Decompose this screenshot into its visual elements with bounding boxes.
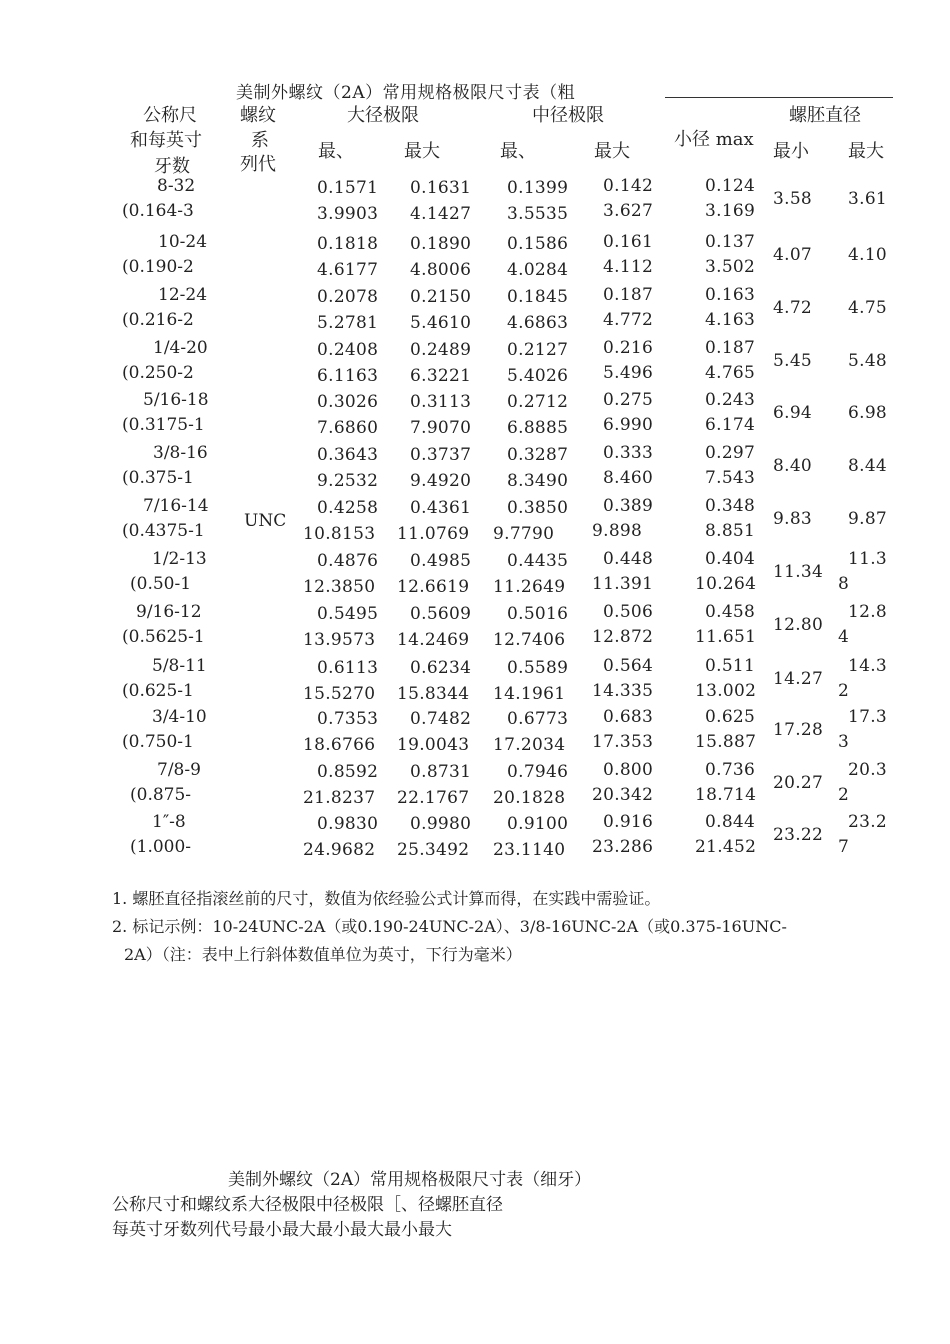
pitch-min-inch: 0.3287 — [507, 445, 569, 465]
minor-inch: 0.736 — [705, 760, 756, 780]
major-max-inch: 0.7482 — [410, 709, 472, 729]
header-pitch: 中径极限 — [532, 105, 604, 126]
blank-max: 3.61 — [848, 189, 888, 209]
pitch-min-inch: 0.5016 — [507, 604, 569, 624]
pitch-max-mm: 12.872 — [592, 627, 654, 647]
series-code: UNC — [244, 511, 287, 531]
pitch-max-mm: 6.990 — [603, 415, 654, 435]
pitch-min-mm: 8.3490 — [507, 471, 569, 491]
major-min-inch: 0.1571 — [317, 178, 379, 198]
pitch-min-mm: 4.0284 — [507, 260, 569, 280]
pitch-max-mm: 20.342 — [592, 785, 654, 805]
pitch-max-inch: 0.916 — [603, 812, 654, 832]
major-max-mm: 4.8006 — [410, 260, 472, 280]
pitch-max-inch: 0.506 — [603, 602, 654, 622]
major-min-inch: 0.6113 — [317, 658, 379, 678]
pitch-max-inch: 0.216 — [603, 338, 654, 358]
minor-mm: 11.651 — [695, 627, 757, 647]
major-min-inch: 0.7353 — [317, 709, 379, 729]
size-inch: (0.216-2 — [122, 310, 194, 330]
pitch-max-inch: 0.275 — [603, 390, 654, 410]
pitch-max-mm: 9.898 — [592, 521, 643, 541]
major-max-mm: 14.2469 — [397, 630, 470, 650]
minor-inch: 0.348 — [705, 496, 756, 516]
pitch-max-inch: 0.564 — [603, 656, 654, 676]
blank-max-part2: 3 — [838, 732, 850, 752]
blank-max-part2: 7 — [838, 837, 850, 857]
blank-max-part1: 23.2 — [848, 812, 888, 832]
pitch-min-mm: 6.8885 — [507, 418, 569, 438]
major-min-mm: 13.9573 — [303, 630, 376, 650]
blank-max: 6.98 — [848, 403, 888, 423]
pitch-min-mm: 3.5535 — [507, 204, 569, 224]
minor-mm: 15.887 — [695, 732, 757, 752]
major-max-inch: 0.1631 — [410, 178, 472, 198]
pitch-min-inch: 0.1586 — [507, 234, 569, 254]
major-min-inch: 0.9830 — [317, 814, 379, 834]
pitch-max-inch: 0.142 — [603, 176, 654, 196]
size-label: 8-32 — [157, 176, 196, 196]
major-min-inch: 0.2408 — [317, 340, 379, 360]
minor-inch: 0.458 — [705, 602, 756, 622]
major-min-inch: 0.2078 — [317, 287, 379, 307]
size-label: 1″-8 — [152, 812, 186, 832]
size-inch: (0.4375-1 — [122, 521, 205, 541]
blank-max-part2: 8 — [838, 574, 850, 594]
pitch-max-inch: 0.333 — [603, 443, 654, 463]
major-min-inch: 0.4876 — [317, 551, 379, 571]
major-max-mm: 7.9070 — [410, 418, 472, 438]
major-min-mm: 9.2532 — [317, 471, 379, 491]
pitch-max-mm: 4.772 — [603, 310, 654, 330]
blank-min: 17.28 — [773, 720, 824, 740]
blank-max-part2: 2 — [838, 785, 850, 805]
major-max-mm: 19.0043 — [397, 735, 470, 755]
pitch-min-inch: 0.2127 — [507, 340, 569, 360]
pitch-min-mm: 9.7790 — [493, 524, 555, 544]
major-max-inch: 0.4985 — [410, 551, 472, 571]
pitch-max-inch: 0.161 — [603, 232, 654, 252]
pitch-max-mm: 14.335 — [592, 681, 654, 701]
header-pitch-max: 最大 — [594, 141, 630, 162]
minor-inch: 0.137 — [705, 232, 756, 252]
blank-max-part1: 12.8 — [848, 602, 888, 622]
pitch-max-inch: 0.187 — [603, 285, 654, 305]
blank-max-part1: 17.3 — [848, 707, 888, 727]
major-min-inch: 0.4258 — [317, 498, 379, 518]
fine-table-header-2: 每英寸牙数列代号最小最大最小最大最小最大 — [112, 1220, 452, 1240]
major-min-mm: 4.6177 — [317, 260, 379, 280]
blank-min: 23.22 — [773, 825, 824, 845]
minor-mm: 21.452 — [695, 837, 757, 857]
pitch-min-mm: 11.2649 — [493, 577, 566, 597]
major-min-mm: 24.9682 — [303, 840, 376, 860]
pitch-max-mm: 8.460 — [603, 468, 654, 488]
major-max-inch: 0.4361 — [410, 498, 472, 518]
major-min-inch: 0.3026 — [317, 392, 379, 412]
size-inch: (0.875- — [130, 785, 192, 805]
header-series-1: 螺纹 — [240, 105, 276, 126]
major-min-mm: 18.6766 — [303, 735, 376, 755]
blank-min: 14.27 — [773, 669, 824, 689]
blank-max: 9.87 — [848, 509, 888, 529]
minor-mm: 4.163 — [705, 310, 756, 330]
major-min-mm: 12.3850 — [303, 577, 376, 597]
major-min-mm: 10.8153 — [303, 524, 376, 544]
blank-max-part1: 11.3 — [848, 549, 888, 569]
minor-inch: 0.163 — [705, 285, 756, 305]
major-max-mm: 6.3221 — [410, 366, 472, 386]
size-label: 1/2-13 — [152, 549, 207, 569]
major-max-mm: 11.0769 — [397, 524, 470, 544]
minor-inch: 0.404 — [705, 549, 756, 569]
pitch-max-inch: 0.448 — [603, 549, 654, 569]
blank-min: 3.58 — [773, 189, 813, 209]
major-max-mm: 12.6619 — [397, 577, 470, 597]
size-inch: (0.5625-1 — [122, 627, 205, 647]
blank-min: 6.94 — [773, 403, 813, 423]
minor-mm: 10.264 — [695, 574, 757, 594]
header-major-min: 最、 — [318, 141, 354, 162]
pitch-max-inch: 0.389 — [603, 496, 654, 516]
major-max-inch: 0.2489 — [410, 340, 472, 360]
header-series-3: 列代 — [240, 154, 276, 175]
pitch-min-inch: 0.1399 — [507, 178, 569, 198]
size-label: 10-24 — [158, 232, 208, 252]
header-nominal-3: 牙数 — [154, 156, 190, 177]
title-rule — [665, 97, 893, 98]
pitch-max-mm: 3.627 — [603, 201, 654, 221]
major-max-inch: 0.5609 — [410, 604, 472, 624]
pitch-min-inch: 0.5589 — [507, 658, 569, 678]
pitch-max-inch: 0.800 — [603, 760, 654, 780]
pitch-min-mm: 20.1828 — [493, 788, 566, 808]
major-min-mm: 5.2781 — [317, 313, 379, 333]
major-max-mm: 4.1427 — [410, 204, 472, 224]
size-inch: (0.50-1 — [130, 574, 192, 594]
size-label: 5/8-11 — [152, 656, 207, 676]
blank-max: 5.48 — [848, 351, 888, 371]
major-min-inch: 0.8592 — [317, 762, 379, 782]
size-inch: (1.000- — [130, 837, 192, 857]
minor-inch: 0.124 — [705, 176, 756, 196]
size-inch: (0.190-2 — [122, 257, 194, 277]
blank-max-part2: 2 — [838, 681, 850, 701]
major-min-inch: 0.1818 — [317, 234, 379, 254]
blank-min: 4.72 — [773, 298, 813, 318]
pitch-max-mm: 11.391 — [592, 574, 654, 594]
note-1: 1. 螺胚直径指滚丝前的尺寸，数值为依经验公式计算而得，在实践中需验证。 — [112, 889, 661, 908]
size-label: 3/4-10 — [152, 707, 207, 727]
blank-max: 4.10 — [848, 245, 888, 265]
pitch-min-mm: 5.4026 — [507, 366, 569, 386]
size-label: 7/16-14 — [143, 496, 209, 516]
pitch-min-inch: 0.3850 — [507, 498, 569, 518]
major-max-inch: 0.8731 — [410, 762, 472, 782]
minor-mm: 3.169 — [705, 201, 756, 221]
major-min-inch: 0.5495 — [317, 604, 379, 624]
pitch-max-mm: 4.112 — [603, 257, 654, 277]
size-inch: (0.3175-1 — [122, 415, 205, 435]
major-min-mm: 7.6860 — [317, 418, 379, 438]
coarse-table-title: 美制外螺纹（2A）常用规格极限尺寸表（粗 — [236, 83, 576, 103]
size-label: 1/4-20 — [153, 338, 208, 358]
minor-mm: 8.851 — [705, 521, 756, 541]
pitch-min-inch: 0.4435 — [507, 551, 569, 571]
pitch-max-mm: 5.496 — [603, 363, 654, 383]
pitch-min-mm: 17.2034 — [493, 735, 566, 755]
blank-max-part1: 20.3 — [848, 760, 888, 780]
minor-inch: 0.625 — [705, 707, 756, 727]
pitch-min-inch: 0.7946 — [507, 762, 569, 782]
minor-mm: 13.002 — [695, 681, 757, 701]
header-nominal-1: 公称尺 — [143, 105, 197, 126]
minor-mm: 4.765 — [705, 363, 756, 383]
header-series-2: 系 — [251, 130, 269, 151]
header-blank-min: 最小 — [773, 141, 809, 162]
pitch-min-mm: 4.6863 — [507, 313, 569, 333]
pitch-min-inch: 0.9100 — [507, 814, 569, 834]
blank-max-part1: 14.3 — [848, 656, 888, 676]
minor-inch: 0.844 — [705, 812, 756, 832]
minor-inch: 0.187 — [705, 338, 756, 358]
pitch-min-inch: 0.6773 — [507, 709, 569, 729]
size-label: 5/16-18 — [143, 390, 209, 410]
major-min-mm: 3.9903 — [317, 204, 379, 224]
minor-mm: 7.543 — [705, 468, 756, 488]
major-min-mm: 6.1163 — [317, 366, 379, 386]
major-max-inch: 0.3113 — [410, 392, 472, 412]
header-major: 大径极限 — [347, 105, 419, 126]
minor-mm: 6.174 — [705, 415, 756, 435]
pitch-min-inch: 0.2712 — [507, 392, 569, 412]
major-max-mm: 15.8344 — [397, 684, 470, 704]
pitch-max-inch: 0.683 — [603, 707, 654, 727]
pitch-min-inch: 0.1845 — [507, 287, 569, 307]
pitch-max-mm: 23.286 — [592, 837, 654, 857]
size-inch: (0.375-1 — [122, 468, 194, 488]
major-max-mm: 9.4920 — [410, 471, 472, 491]
note-2: 2. 标记示例：10-24UNC-2A（或0.190-24UNC-2A）、3/8-16UNC-2A（或0.375-16UNC- — [112, 917, 787, 936]
minor-inch: 0.297 — [705, 443, 756, 463]
blank-min: 20.27 — [773, 773, 824, 793]
pitch-min-mm: 12.7406 — [493, 630, 566, 650]
minor-inch: 0.511 — [705, 656, 756, 676]
minor-inch: 0.243 — [705, 390, 756, 410]
size-inch: (0.750-1 — [122, 732, 194, 752]
blank-min: 12.80 — [773, 615, 824, 635]
blank-min: 4.07 — [773, 245, 813, 265]
major-max-inch: 0.9980 — [410, 814, 472, 834]
major-max-mm: 22.1767 — [397, 788, 470, 808]
pitch-max-mm: 17.353 — [592, 732, 654, 752]
major-max-inch: 0.2150 — [410, 287, 472, 307]
header-blank-max: 最大 — [848, 141, 884, 162]
major-max-mm: 25.3492 — [397, 840, 470, 860]
size-label: 3/8-16 — [153, 443, 208, 463]
major-max-inch: 0.1890 — [410, 234, 472, 254]
blank-max-part2: 4 — [838, 627, 850, 647]
blank-max: 4.75 — [848, 298, 888, 318]
header-nominal-2: 和每英寸 — [130, 130, 202, 151]
blank-max: 8.44 — [848, 456, 888, 476]
blank-min: 11.34 — [773, 562, 824, 582]
size-inch: (0.164-3 — [122, 201, 194, 221]
fine-table-header-1: 公称尺寸和螺纹系大径极限中径极限［、径螺胚直径 — [112, 1195, 503, 1215]
minor-mm: 3.502 — [705, 257, 756, 277]
major-max-inch: 0.6234 — [410, 658, 472, 678]
minor-mm: 18.714 — [695, 785, 757, 805]
header-blank: 螺胚直径 — [789, 105, 861, 126]
major-max-mm: 5.4610 — [410, 313, 472, 333]
blank-min: 8.40 — [773, 456, 813, 476]
blank-min: 9.83 — [773, 509, 813, 529]
pitch-min-mm: 14.1961 — [493, 684, 566, 704]
fine-table-title: 美制外螺纹（2A）常用规格极限尺寸表（细牙） — [228, 1170, 592, 1190]
major-min-inch: 0.3643 — [317, 445, 379, 465]
size-label: 9/16-12 — [136, 602, 202, 622]
header-pitch-min: 最、 — [500, 141, 536, 162]
header-major-max: 最大 — [404, 141, 440, 162]
major-min-mm: 15.5270 — [303, 684, 376, 704]
major-max-inch: 0.3737 — [410, 445, 472, 465]
blank-min: 5.45 — [773, 351, 813, 371]
size-inch: (0.250-2 — [122, 363, 194, 383]
size-label: 12-24 — [158, 285, 208, 305]
pitch-min-mm: 23.1140 — [493, 840, 566, 860]
note-3: 2A）（注：表中上行斜体数值单位为英寸，下行为毫米） — [124, 945, 522, 964]
size-label: 7/8-9 — [157, 760, 201, 780]
major-min-mm: 21.8237 — [303, 788, 376, 808]
size-inch: (0.625-1 — [122, 681, 194, 701]
header-minor: 小径 max — [674, 129, 754, 150]
